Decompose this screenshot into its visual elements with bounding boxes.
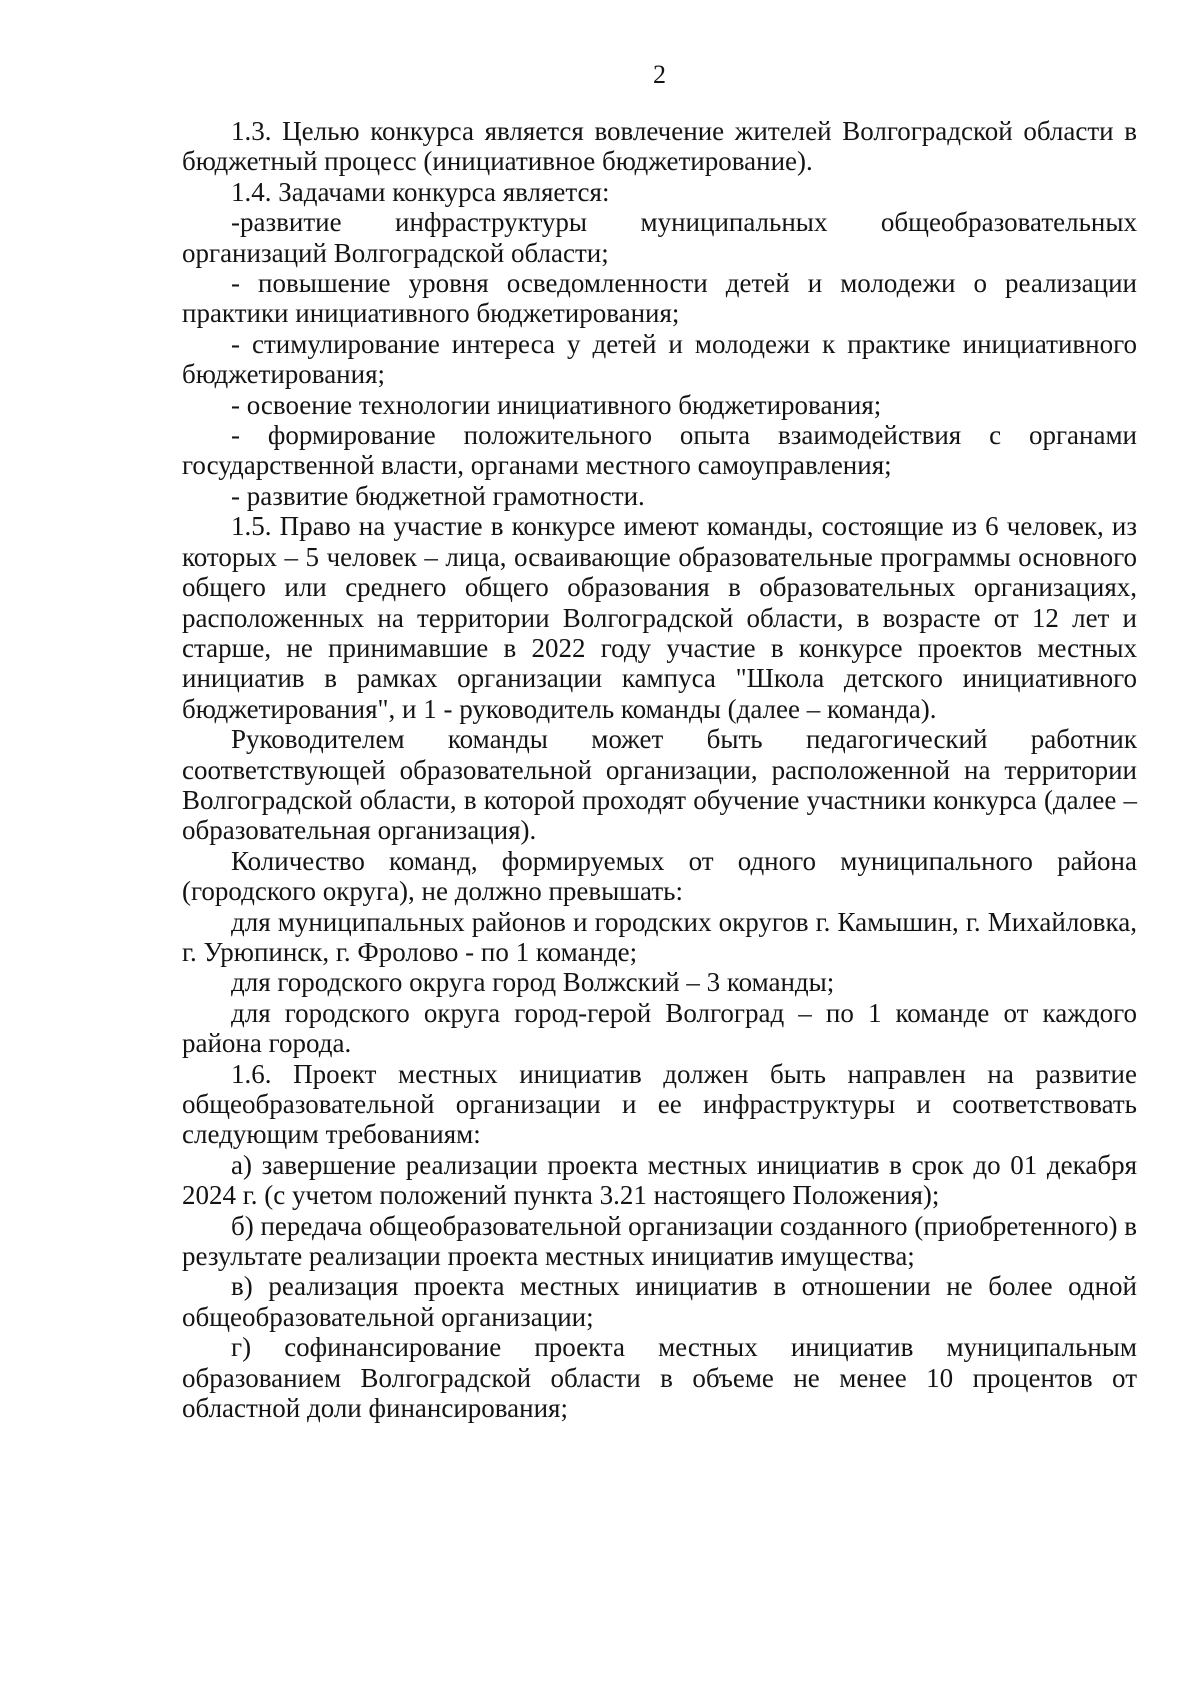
paragraph-1-3-goal: 1.3. Целью конкурса является вовлечение жителей Волгоградской области в бюджетный процесс (инициативное бюджетирование). — [182, 116, 1137, 177]
document-page — [182, 60, 1137, 1423]
page-number: 2 — [653, 60, 666, 89]
requirement-item: б) передача общеобразовательной организации созданного (приобретенного) в результате реализации проекта местных инициатив имущества; — [182, 1210, 1137, 1272]
requirement-item: а) завершение реализации проекта местных инициатив в срок до 01 декабря 2024 г. (с учетом положений пункта 3.21 настоящего Положения); — [182, 1149, 1137, 1211]
requirement-item: в) реализация проекта местных инициатив в отношении не более одной общеобразовательной организации; — [182, 1271, 1137, 1332]
paragraph-1-4-tasks-heading: 1.4. Задачами конкурса является: — [231, 176, 610, 207]
task-item: - развитие бюджетной грамотности. — [231, 480, 645, 511]
requirement-item: г) софинансирование проекта местных инициатив муниципальным образованием Волгоградской области в объеме не менее 10 процентов от областной доли финансирования; — [182, 1332, 1137, 1424]
task-item: - формирование положительного опыта взаимодействия с органами государственной власти, органами местного самоуправления; — [182, 420, 1137, 481]
team-quota-item: для городского округа город Волжский – 3 команды; — [231, 967, 835, 998]
task-item: - освоение технологии инициативного бюджетирования; — [231, 389, 882, 420]
team-quota-item: для городского округа город-герой Волгоград – по 1 команде от каждого района города. — [182, 997, 1137, 1059]
document-body — [182, 116, 1137, 1423]
paragraph-1-5-participation: 1.5. Право на участие в конкурсе имеют команды, состоящие из 6 человек, из которых – 5 человек – лица, осваивающие образовательные программы основного общего или среднего общего образования в образовательных организациях, расположенных на территории Волгоградской области, в возрасте от 12 лет и старше, не принимавшие в 2022 году участие в конкурсе проектов местных инициатив в рамках организации кампуса "Школа детского инициативного бюджетирования", и 1 - руководитель команды (далее – команда). — [182, 511, 1137, 724]
task-item: - повышение уровня осведомленности детей и молодежи о реализации практики инициативного бюджетирования; — [182, 268, 1137, 329]
paragraph-team-leader: Руководителем команды может быть педагогический работник соответствующей образовательной организации, расположенной на территории Волгоградской области, в которой проходят обучение участники конкурса (далее – образовательная организация). — [182, 724, 1137, 846]
task-item: -развитие инфраструктуры муниципальных общеобразовательных организаций Волгоградской области; — [182, 207, 1137, 268]
task-item: - стимулирование интереса у детей и молодежи к практике инициативного бюджетирования; — [182, 328, 1137, 390]
paragraph-1-6-project: 1.6. Проект местных инициатив должен быть направлен на развитие общеобразовательной организации и ее инфраструктуры и соответствовать следующим требованиям: — [182, 1058, 1137, 1150]
team-quota-item: для муниципальных районов и городских округов г. Камышин, г. Михайловка, г. Урюпинск, г. Фролово - по 1 команде; — [182, 906, 1137, 967]
paragraph-team-count: Количество команд, формируемых от одного муниципального района (городского округа), не должно превышать: — [182, 845, 1137, 907]
